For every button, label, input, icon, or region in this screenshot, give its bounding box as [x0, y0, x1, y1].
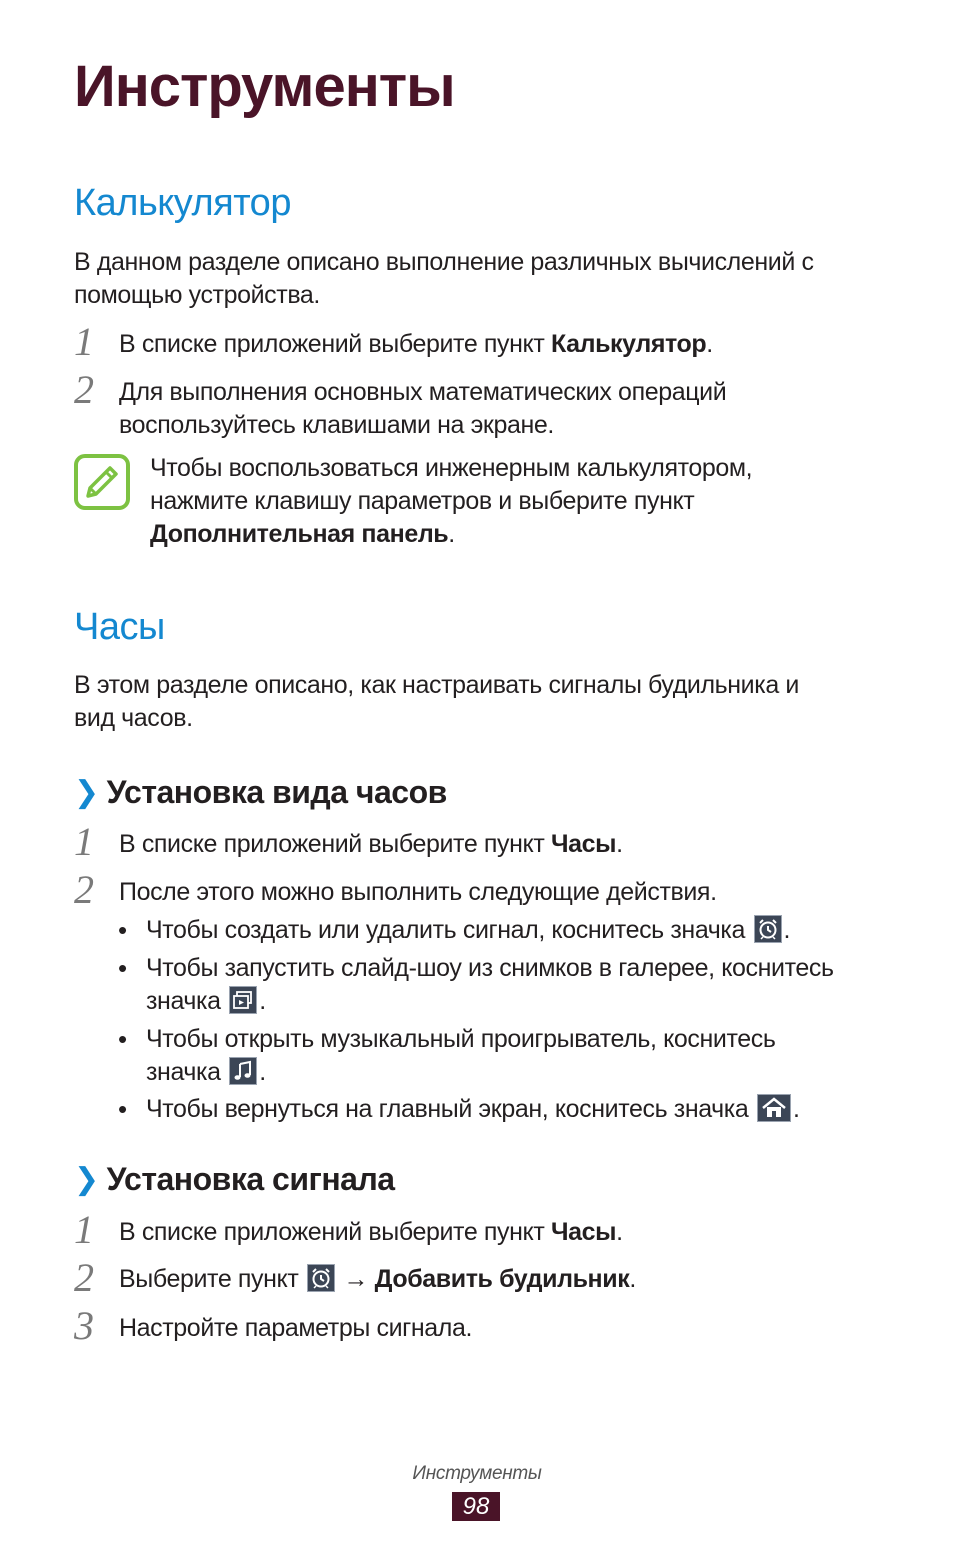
step-bold-clock: Часы [550, 1218, 617, 1246]
step-number: 1 [74, 819, 94, 864]
step-text: Выберите пункт [119, 1265, 299, 1293]
bullet-end: . [259, 987, 266, 1015]
step-text: В списке приложений выберите пункт [119, 1218, 551, 1246]
step-end: . [629, 1265, 636, 1293]
section-heading-clock: Часы [74, 606, 165, 648]
step-number: 2 [74, 367, 94, 412]
step-bold-add-alarm: Добавить будильник [374, 1265, 630, 1293]
step-bold-calculator: Калькулятор [550, 330, 707, 358]
page-title: Инструменты [74, 54, 455, 119]
subsection-heading-clock-view [74, 775, 447, 810]
calculator-intro-line1: В данном разделе описано выполнение различных вычислений с [74, 248, 814, 276]
home-icon [757, 1094, 791, 1122]
bullet: • [118, 953, 128, 983]
chevron-right-icon: ❯ [74, 1163, 99, 1197]
step-end: . [616, 830, 623, 858]
subsection-heading-alarm [74, 1162, 395, 1197]
alarm-step-1 [119, 1216, 623, 1249]
note-bold: Дополнительная панель [150, 520, 449, 548]
calculator-step-1 [119, 328, 713, 361]
subsection-title: Установка сигнала [106, 1161, 395, 1197]
bullet-slideshow [146, 952, 834, 1018]
calculator-note [150, 452, 752, 551]
arrow: → [343, 1265, 369, 1293]
note-line3 [150, 518, 752, 551]
step-number: 3 [74, 1303, 94, 1348]
step-text-line2: воспользуйтесь клавишами на экране. [119, 411, 554, 439]
bullet-home [146, 1093, 800, 1126]
bullet: • [118, 1094, 128, 1124]
calculator-intro-line2: помощью устройства. [74, 281, 320, 309]
step-end: . [706, 330, 713, 358]
clock-intro-line1: В этом разделе описано, как настраивать сигналы будильника и [74, 671, 799, 699]
bullet-text: значка [146, 1058, 221, 1086]
page-number: 98 [452, 1492, 500, 1521]
alarm-clock-icon [307, 1264, 335, 1292]
bullet: • [118, 915, 128, 945]
step-text-line1: Для выполнения основных математических операций [119, 378, 727, 406]
calculator-intro [74, 246, 894, 312]
bullet-end: . [783, 916, 791, 944]
bullet: • [118, 1024, 128, 1054]
bullet-text: значка [146, 987, 221, 1015]
note-pencil-icon [74, 454, 130, 510]
step-end: . [616, 1218, 623, 1246]
note-line1: Чтобы воспользоваться инженерным калькулятором, [150, 454, 753, 482]
music-note-icon [229, 1057, 257, 1085]
alarm-clock-icon [754, 915, 782, 943]
step-text: В списке приложений выберите пункт [119, 330, 551, 358]
step-text: В списке приложений выберите пункт [119, 830, 551, 858]
bullet-text-line1: Чтобы открыть музыкальный проигрыватель, коснитесь [146, 1025, 776, 1053]
bullet-text: Чтобы создать или удалить сигнал, коснитесь значка [146, 916, 745, 944]
clock-intro [74, 669, 894, 735]
clock-view-step-1 [119, 828, 623, 861]
calculator-step-2 [119, 376, 726, 442]
step-number: 1 [74, 319, 94, 364]
bullet-end: . [259, 1058, 266, 1086]
step-number: 1 [74, 1207, 94, 1252]
bullet-end: . [792, 1095, 800, 1123]
clock-intro-line2: вид часов. [74, 704, 193, 732]
bullet-music [146, 1023, 776, 1089]
gallery-slideshow-icon [229, 986, 257, 1014]
note-line2: нажмите клавишу параметров и выберите пункт [150, 487, 695, 515]
bullet-alarm [146, 914, 790, 947]
subsection-title: Установка вида часов [106, 774, 447, 810]
clock-view-step-2: После этого можно выполнить следующие действия. [119, 878, 717, 906]
step-number: 2 [74, 1255, 94, 1300]
footer-section-label: Инструменты [412, 1463, 542, 1484]
bullet-text: Чтобы вернуться на главный экран, коснитесь значка [146, 1095, 749, 1123]
alarm-step-3: Настройте параметры сигнала. [119, 1314, 473, 1342]
step-number: 2 [74, 867, 94, 912]
bullet-text-line2 [146, 985, 834, 1018]
chevron-right-icon: ❯ [74, 776, 99, 810]
note-end: . [448, 520, 455, 548]
step-bold-clock: Часы [550, 830, 617, 858]
bullet-text-line1: Чтобы запустить слайд-шоу из снимков в галерее, коснитесь [146, 954, 834, 982]
bullet-text-line2 [146, 1056, 776, 1089]
section-heading-calculator: Калькулятор [74, 182, 291, 224]
alarm-step-2 [119, 1263, 636, 1296]
